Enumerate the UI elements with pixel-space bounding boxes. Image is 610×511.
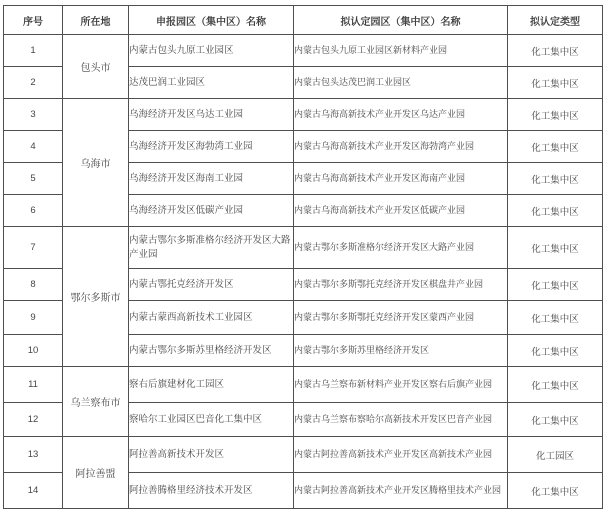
- proposed-park-cell: 内蒙古乌海高新技术产业开发区乌达产业园: [294, 99, 508, 131]
- declared-park-cell: 内蒙古鄂尔多斯苏里格经济开发区: [129, 335, 294, 367]
- declared-park-cell: 乌海经济开发区海勃湾工业园: [129, 131, 294, 163]
- type-cell: 化工园区: [508, 437, 603, 473]
- proposed-park-cell: 内蒙古阿拉善高新技术产业开发区高新技术产业园: [294, 437, 508, 473]
- proposed-park-cell: 内蒙古鄂尔多斯准格尔经济开发区大路产业园: [294, 227, 508, 269]
- type-cell: 化工集中区: [508, 403, 603, 437]
- table-row: [4, 35, 603, 67]
- type-cell: 化工集中区: [508, 99, 603, 131]
- serial-cell: 3: [4, 99, 63, 131]
- declared-park-cell: 内蒙古鄂尔多斯准格尔经济开发区大路产业园: [129, 227, 294, 269]
- type-cell: 化工集中区: [508, 35, 603, 67]
- serial-cell: 9: [4, 301, 63, 335]
- declared-park-cell: 乌海经济开发区海南工业园: [129, 163, 294, 195]
- declared-park-cell: 阿拉善腾格里经济技术开发区: [129, 473, 294, 509]
- declared-park-cell: 乌海经济开发区低碳产业园: [129, 195, 294, 227]
- column-header-proposed-park: 拟认定园区（集中区）名称: [294, 6, 508, 35]
- type-cell: 化工集中区: [508, 67, 603, 99]
- proposed-park-cell: 内蒙古乌海高新技术产业开发区低碳产业园: [294, 195, 508, 227]
- type-cell: 化工集中区: [508, 131, 603, 163]
- table-row: [4, 437, 603, 473]
- type-cell: 化工集中区: [508, 269, 603, 301]
- serial-cell: 4: [4, 131, 63, 163]
- serial-cell: 7: [4, 227, 63, 269]
- proposed-park-cell: 内蒙古包头达茂巴润工业园区: [294, 67, 508, 99]
- proposed-park-cell: 内蒙古乌兰察布察哈尔高新技术开发区巴音产业园: [294, 403, 508, 437]
- serial-cell: 5: [4, 163, 63, 195]
- column-header-proposed-type: 拟认定类型: [508, 6, 603, 35]
- type-cell: 化工集中区: [508, 301, 603, 335]
- declared-park-cell: 内蒙古蒙西高新技术工业园区: [129, 301, 294, 335]
- city-cell: 乌海市: [63, 99, 129, 227]
- type-cell: 化工集中区: [508, 163, 603, 195]
- type-cell: 化工集中区: [508, 195, 603, 227]
- city-cell: 阿拉善盟: [63, 437, 129, 509]
- declared-park-cell: 达茂巴润工业园区: [129, 67, 294, 99]
- proposed-park-cell: 内蒙古包头九原工业园区新材料产业园: [294, 35, 508, 67]
- serial-cell: 8: [4, 269, 63, 301]
- serial-cell: 6: [4, 195, 63, 227]
- serial-cell: 1: [4, 35, 63, 67]
- serial-cell: 11: [4, 367, 63, 403]
- table-row: [4, 99, 603, 131]
- type-cell: 化工集中区: [508, 473, 603, 509]
- declared-park-cell: 察右后旗建材化工园区: [129, 367, 294, 403]
- serial-cell: 13: [4, 437, 63, 473]
- city-cell: 包头市: [63, 35, 129, 99]
- column-header-declared-park: 申报园区（集中区）名称: [129, 6, 294, 35]
- table-row: [4, 227, 603, 269]
- city-cell: 乌兰察布市: [63, 367, 129, 437]
- column-header-serial: 序号: [4, 6, 63, 35]
- declared-park-cell: 内蒙古鄂托克经济开发区: [129, 269, 294, 301]
- type-cell: 化工集中区: [508, 227, 603, 269]
- proposed-park-cell: 内蒙古乌海高新技术产业开发区海勃湾产业园: [294, 131, 508, 163]
- declared-park-cell: 乌海经济开发区乌达工业园: [129, 99, 294, 131]
- serial-cell: 12: [4, 403, 63, 437]
- type-cell: 化工集中区: [508, 367, 603, 403]
- proposed-park-cell: 内蒙古鄂尔多斯鄂托克经济开发区棋盘井产业园: [294, 269, 508, 301]
- table-row: [4, 367, 603, 403]
- proposed-park-cell: 内蒙古乌兰察布新材料产业开发区察右后旗产业园: [294, 367, 508, 403]
- proposed-park-cell: 内蒙古阿拉善高新技术产业开发区腾格里技术产业园: [294, 473, 508, 509]
- column-header-location: 所在地: [63, 6, 129, 35]
- proposed-park-cell: 内蒙古鄂尔多斯苏里格经济开发区: [294, 335, 508, 367]
- declared-park-cell: 察哈尔工业园区巴音化工集中区: [129, 403, 294, 437]
- serial-cell: 14: [4, 473, 63, 509]
- city-cell: 鄂尔多斯市: [63, 227, 129, 367]
- type-cell: 化工集中区: [508, 335, 603, 367]
- park-approval-table: [3, 5, 603, 509]
- serial-cell: 2: [4, 67, 63, 99]
- proposed-park-cell: 内蒙古乌海高新技术产业开发区海南产业园: [294, 163, 508, 195]
- header-row: [4, 6, 603, 35]
- proposed-park-cell: 内蒙古鄂尔多斯鄂托克经济开发区蒙西产业园: [294, 301, 508, 335]
- declared-park-cell: 内蒙古包头九原工业园区: [129, 35, 294, 67]
- serial-cell: 10: [4, 335, 63, 367]
- declared-park-cell: 阿拉善高新技术开发区: [129, 437, 294, 473]
